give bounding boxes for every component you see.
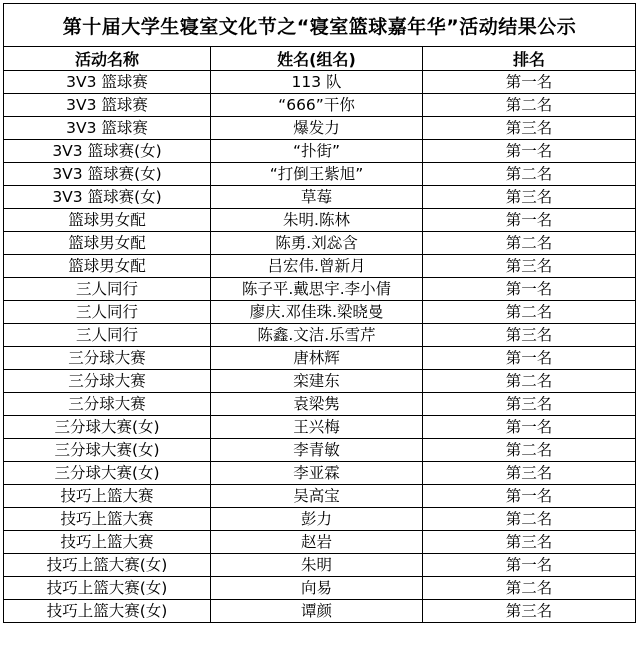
- activity-cell: 3V3 篮球赛(女): [4, 140, 211, 163]
- rank-cell: 第二名: [423, 577, 636, 600]
- name-cell: 廖庆.邓佳珠.梁晓曼: [211, 301, 423, 324]
- rank-cell: 第三名: [423, 117, 636, 140]
- name-cell: 朱明.陈林: [211, 209, 423, 232]
- activity-cell: 3V3 篮球赛: [4, 117, 211, 140]
- activity-cell: 三分球大赛(女): [4, 439, 211, 462]
- table-row: [4, 209, 636, 232]
- name-cell: “扑街”: [211, 140, 423, 163]
- rank-cell: 第三名: [423, 531, 636, 554]
- activity-cell: 3V3 篮球赛(女): [4, 186, 211, 209]
- rank-cell: 第一名: [423, 347, 636, 370]
- rank-cell: 第二名: [423, 439, 636, 462]
- activity-cell: 三分球大赛(女): [4, 416, 211, 439]
- activity-cell: 篮球男女配: [4, 255, 211, 278]
- name-cell: 爆发力: [211, 117, 423, 140]
- table-row: [4, 600, 636, 623]
- activity-cell: 篮球男女配: [4, 209, 211, 232]
- table-row: [4, 94, 636, 117]
- results-sheet: [3, 3, 635, 623]
- name-cell: 唐林辉: [211, 347, 423, 370]
- table-row: [4, 232, 636, 255]
- rank-cell: 第一名: [423, 209, 636, 232]
- name-cell: 朱明: [211, 554, 423, 577]
- table-title: 第十届大学生寝室文化节之“寝室篮球嘉年华”活动结果公示: [4, 4, 636, 47]
- table-row: [4, 278, 636, 301]
- rank-cell: 第二名: [423, 301, 636, 324]
- name-cell: 栾建东: [211, 370, 423, 393]
- table-row: [4, 71, 636, 94]
- rank-cell: 第三名: [423, 186, 636, 209]
- column-header-rank: 排名: [423, 47, 636, 71]
- activity-cell: 三分球大赛: [4, 393, 211, 416]
- rank-cell: 第三名: [423, 600, 636, 623]
- activity-cell: 3V3 篮球赛: [4, 71, 211, 94]
- rank-cell: 第一名: [423, 140, 636, 163]
- activity-cell: 技巧上篮大赛(女): [4, 600, 211, 623]
- rank-cell: 第三名: [423, 324, 636, 347]
- title-row: [4, 4, 636, 47]
- table-row: [4, 439, 636, 462]
- table-row: [4, 485, 636, 508]
- activity-cell: 3V3 篮球赛(女): [4, 163, 211, 186]
- activity-cell: 技巧上篮大赛: [4, 531, 211, 554]
- activity-cell: 三人同行: [4, 324, 211, 347]
- table-row: [4, 347, 636, 370]
- name-cell: “666”干你: [211, 94, 423, 117]
- table-row: [4, 531, 636, 554]
- name-cell: 袁梁隽: [211, 393, 423, 416]
- rank-cell: 第二名: [423, 370, 636, 393]
- rank-cell: 第一名: [423, 485, 636, 508]
- rank-cell: 第一名: [423, 278, 636, 301]
- name-cell: 陈勇.刘惢含: [211, 232, 423, 255]
- name-cell: 草莓: [211, 186, 423, 209]
- name-cell: 吕宏伟.曾新月: [211, 255, 423, 278]
- rank-cell: 第三名: [423, 255, 636, 278]
- table-row: [4, 324, 636, 347]
- activity-cell: 三人同行: [4, 301, 211, 324]
- activity-cell: 三分球大赛: [4, 347, 211, 370]
- table-row: [4, 554, 636, 577]
- rank-cell: 第二名: [423, 94, 636, 117]
- table-row: [4, 370, 636, 393]
- column-header-name: 姓名(组名): [211, 47, 423, 71]
- activity-cell: 篮球男女配: [4, 232, 211, 255]
- table-row: [4, 186, 636, 209]
- name-cell: 陈鑫.文洁.乐雪芹: [211, 324, 423, 347]
- name-cell: 谭颜: [211, 600, 423, 623]
- rank-cell: 第二名: [423, 163, 636, 186]
- table-row: [4, 163, 636, 186]
- table-row: [4, 301, 636, 324]
- name-cell: 陈子平.戴思宇.李小倩: [211, 278, 423, 301]
- activity-cell: 技巧上篮大赛(女): [4, 577, 211, 600]
- activity-cell: 技巧上篮大赛(女): [4, 554, 211, 577]
- name-cell: 彭力: [211, 508, 423, 531]
- rank-cell: 第三名: [423, 462, 636, 485]
- rank-cell: 第一名: [423, 416, 636, 439]
- name-cell: 赵岩: [211, 531, 423, 554]
- name-cell: 113 队: [211, 71, 423, 94]
- table-row: [4, 393, 636, 416]
- activity-cell: 技巧上篮大赛: [4, 485, 211, 508]
- rank-cell: 第一名: [423, 71, 636, 94]
- table-row: [4, 140, 636, 163]
- table-row: [4, 577, 636, 600]
- table-row: [4, 508, 636, 531]
- activity-cell: 三分球大赛(女): [4, 462, 211, 485]
- name-cell: 李青敏: [211, 439, 423, 462]
- column-header-activity: 活动名称: [4, 47, 211, 71]
- table-row: [4, 416, 636, 439]
- rank-cell: 第二名: [423, 232, 636, 255]
- activity-cell: 三分球大赛: [4, 370, 211, 393]
- table-row: [4, 117, 636, 140]
- name-cell: “打倒王紫旭”: [211, 163, 423, 186]
- table-row: [4, 255, 636, 278]
- name-cell: 吴高宝: [211, 485, 423, 508]
- activity-cell: 技巧上篮大赛: [4, 508, 211, 531]
- name-cell: 向易: [211, 577, 423, 600]
- header-row: [4, 47, 636, 71]
- rank-cell: 第二名: [423, 508, 636, 531]
- rank-cell: 第一名: [423, 554, 636, 577]
- activity-cell: 三人同行: [4, 278, 211, 301]
- table-row: [4, 462, 636, 485]
- activity-cell: 3V3 篮球赛: [4, 94, 211, 117]
- rank-cell: 第三名: [423, 393, 636, 416]
- name-cell: 李亚霖: [211, 462, 423, 485]
- name-cell: 王兴梅: [211, 416, 423, 439]
- results-table: [3, 3, 636, 623]
